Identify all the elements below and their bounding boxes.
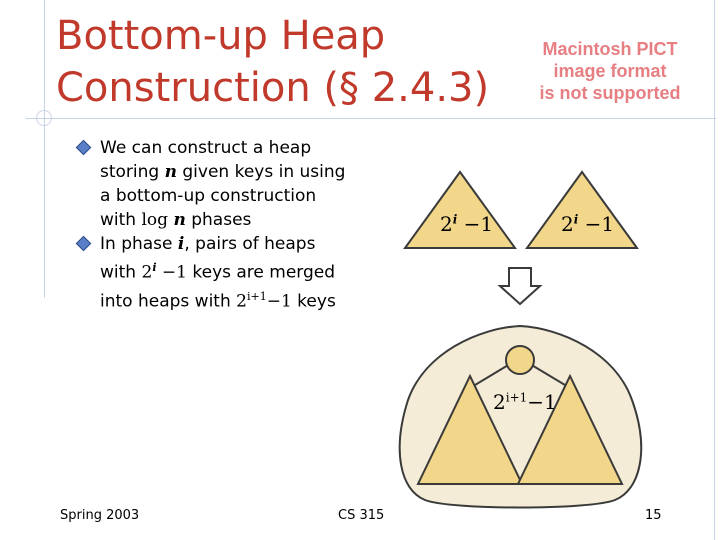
page-number: 15 [645, 508, 662, 523]
root-node [506, 346, 534, 374]
footer-left: Spring 2003 [60, 508, 140, 523]
footer-center: CS 315 [338, 508, 385, 523]
merged-heap-label: $2^{i+1}-1$ [493, 390, 557, 414]
bullet-text: a bottom-up construction [100, 186, 317, 206]
bullet-text: storing n given keys in using [100, 162, 346, 182]
pict-notice-line2: image format [553, 61, 667, 81]
bullet-text: We can construct a heap [100, 138, 312, 158]
right-heap-label: $2^i -1$ [561, 212, 615, 236]
pict-notice-line1: Macintosh PICT [542, 39, 678, 59]
left-heap-triangle [405, 172, 515, 248]
right-heap-triangle [527, 172, 637, 248]
bullet-text: with log n phases [100, 210, 252, 230]
slide-title-line1: Bottom-up Heap [56, 13, 386, 59]
bullet-text: with $2^i -1$ keys are merged [100, 261, 336, 283]
bullet-text: into heaps with $2^{i+1}-1$ keys [100, 289, 336, 312]
merge-arrow-icon [500, 268, 540, 304]
left-heap-label: $2^i -1$ [440, 212, 494, 236]
slide-title-line2: Construction (§ 2.4.3) [56, 65, 490, 111]
bullet-text: In phase i, pairs of heaps [100, 234, 316, 254]
pict-notice-line3: is not supported [539, 83, 681, 103]
